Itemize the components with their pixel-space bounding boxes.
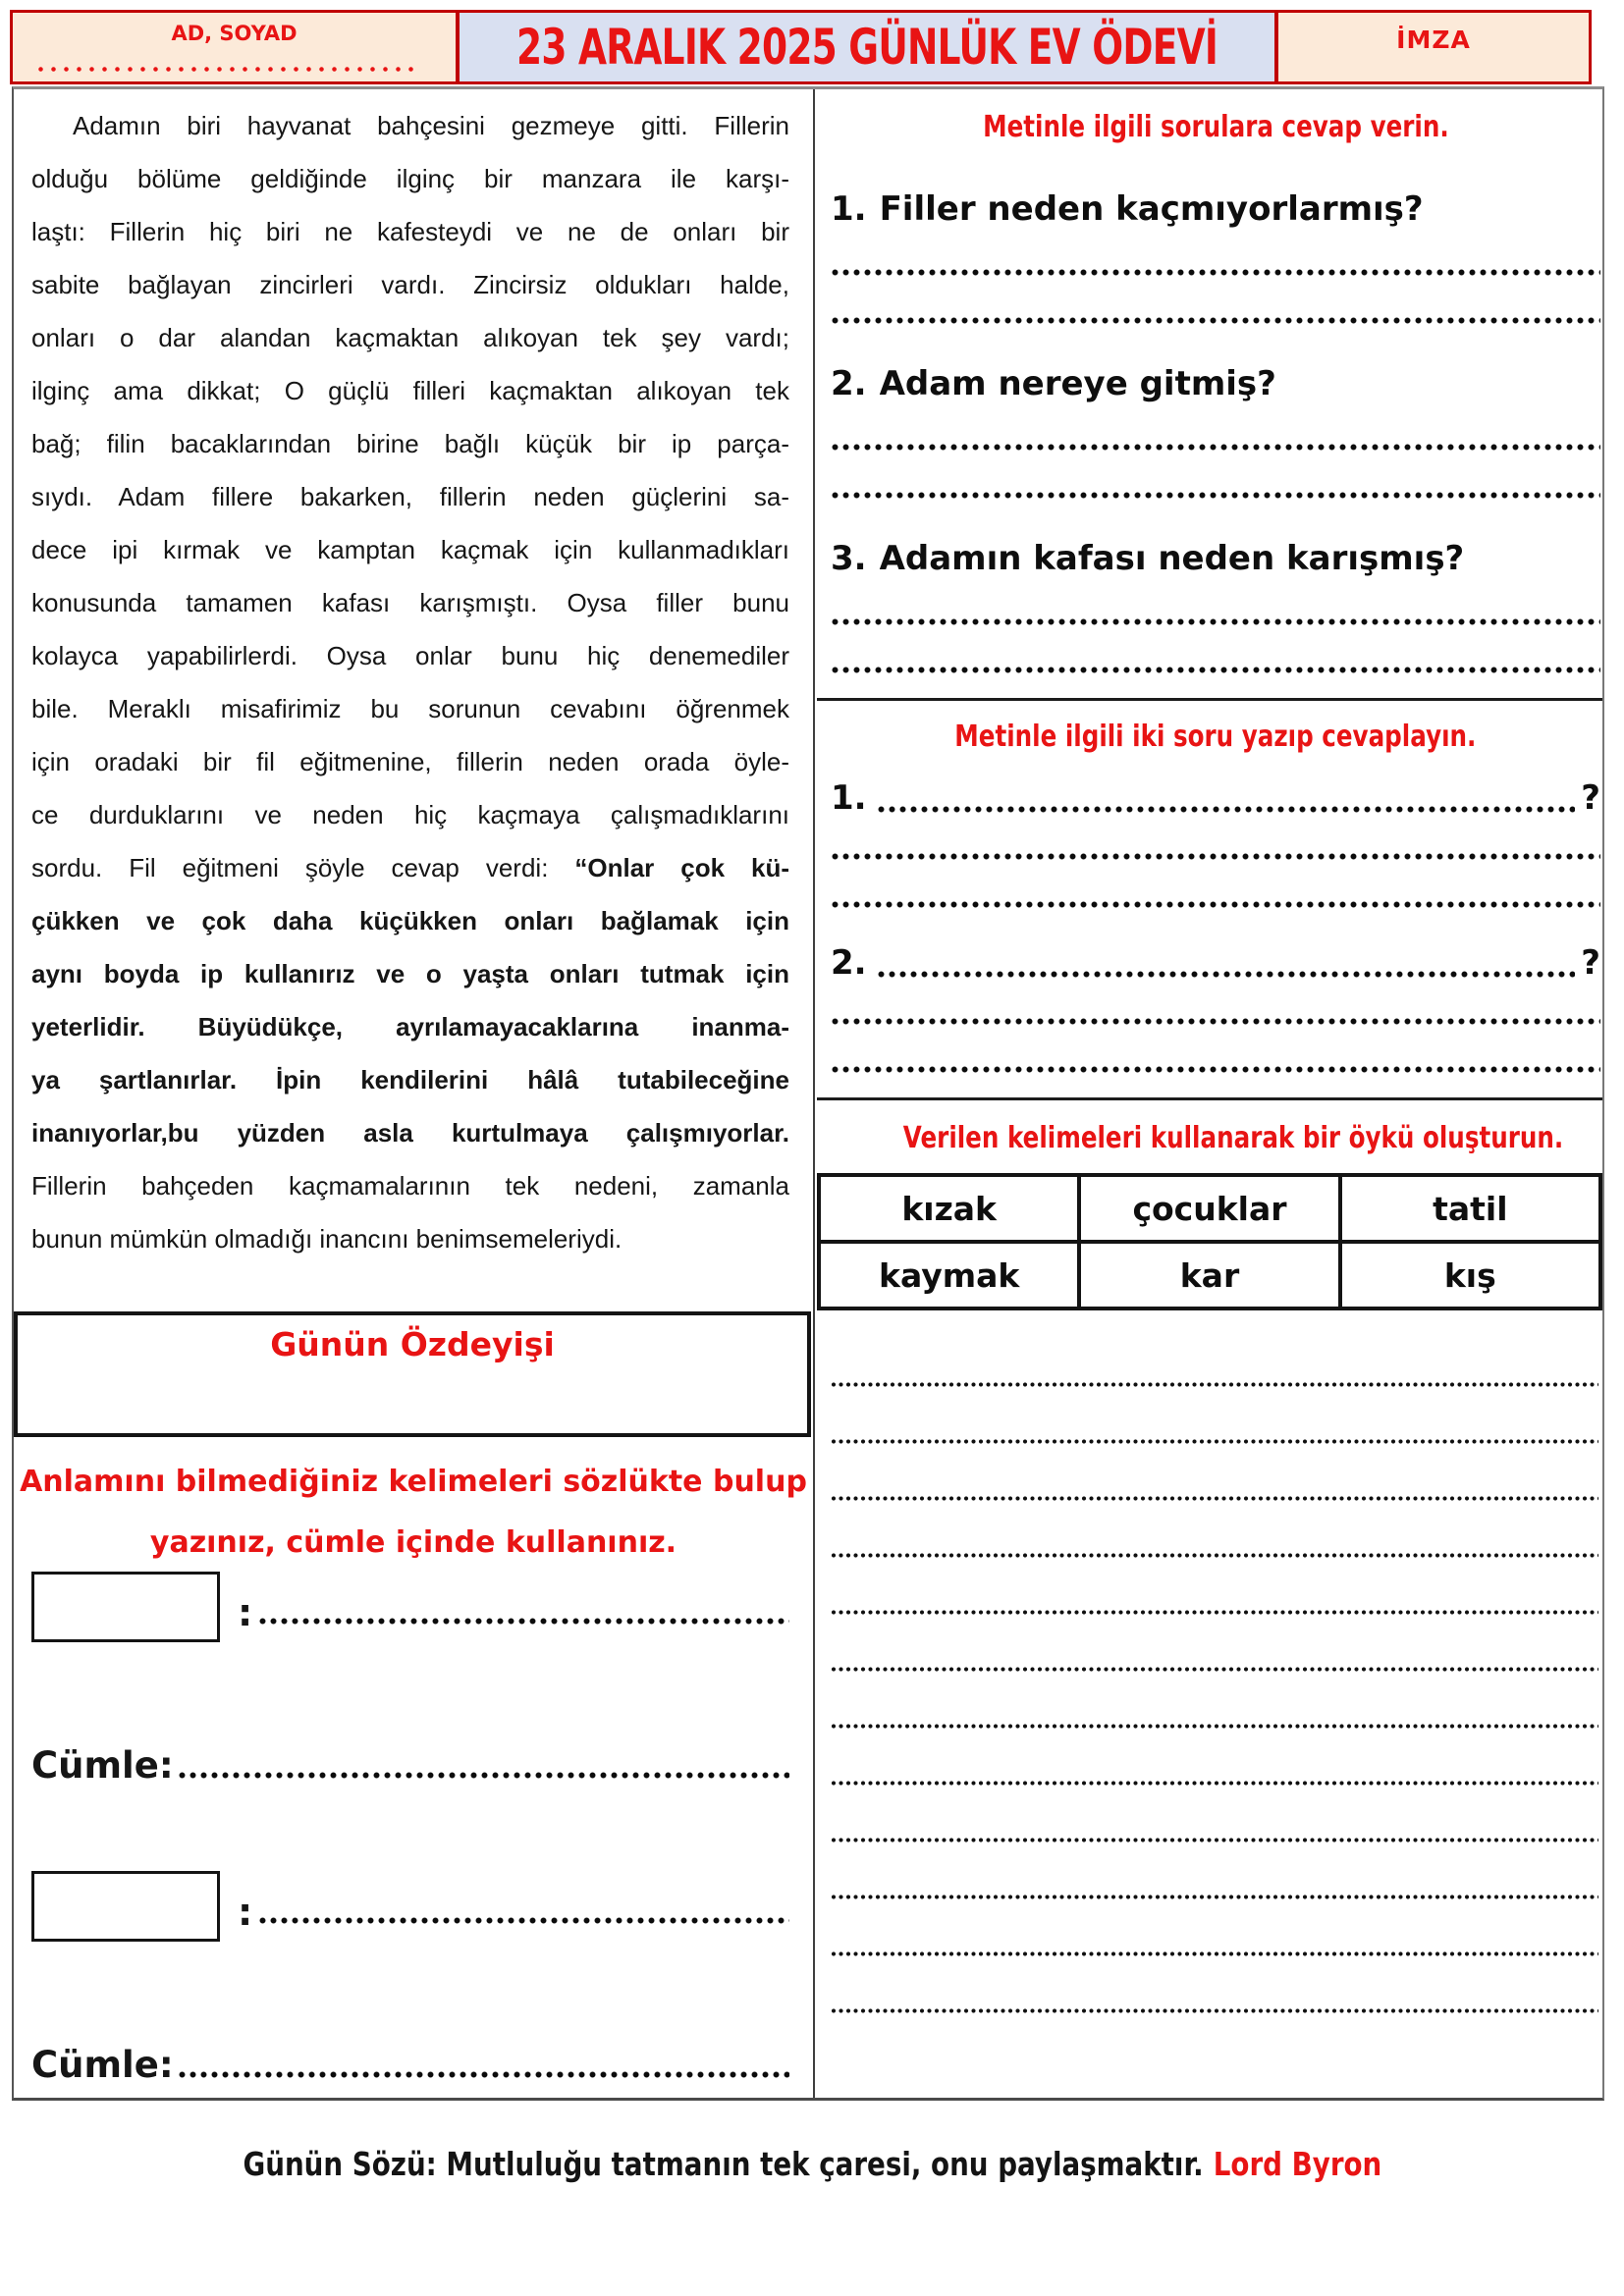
answer-dotted-line xyxy=(831,443,1600,452)
story-line-text: ce durduklarını ve neden hiç kaçmaya çalışmadıklarını xyxy=(31,800,789,829)
word-table-cell: kış xyxy=(1340,1242,1600,1308)
write-question-dotted-line xyxy=(877,805,1576,814)
question-row xyxy=(831,533,1600,584)
qa-items xyxy=(831,184,1600,674)
story-line-text: konusunda tamamen kafası karışmıştı. Oysa filler bunu xyxy=(31,588,789,617)
story-writing-line xyxy=(831,1894,1598,1900)
story-line-text: kolayca yapabilirlerdi. Oysa onlar bunu hiç denemediler xyxy=(31,641,789,670)
question-row xyxy=(831,184,1600,235)
story-line xyxy=(31,470,789,523)
story-line-text: laştı: Fillerin hiç biri ne kafesteydi ve ne de onları bir xyxy=(31,217,789,246)
story-line xyxy=(31,417,789,470)
story-line xyxy=(31,523,789,576)
story-line-bold-text: çükken ve çok daha küçükken onları bağlamak için xyxy=(31,906,789,935)
left-column xyxy=(14,89,815,2098)
write-question-items xyxy=(831,774,1600,1074)
dictionary-entry xyxy=(31,1871,789,2102)
word-table-cell: kar xyxy=(1079,1242,1339,1308)
story-writing-line xyxy=(831,1438,1598,1445)
question-number: 3. xyxy=(831,539,867,578)
word-table-row xyxy=(819,1242,1600,1308)
write-questions-title-text: Metinle ilgili iki soru yazıp cevaplayın. xyxy=(954,720,1477,754)
story-line-text: sıydı. Adam fillere bakarken, fillerin neden güçlerini sa- xyxy=(31,482,789,511)
dictionary-instruction-line2: yazınız, cümle içinde kullanınız. xyxy=(149,1525,677,1560)
story-line-text: bile. Meraklı misafirimiz bu sorunun cevabını öğrenmek xyxy=(31,694,789,723)
answer-dotted-line xyxy=(831,491,1600,500)
story-line xyxy=(31,682,789,735)
story-writing-area xyxy=(831,1381,1600,2014)
story-line-text: bunun mümkün olmadığı inancını benimsemeleriydi. xyxy=(31,1224,623,1254)
sentence-row xyxy=(31,2036,789,2087)
story-line xyxy=(31,947,789,1000)
signature-cell xyxy=(1276,10,1592,84)
word-table-cell: kızak xyxy=(819,1175,1079,1242)
answer-dotted-line xyxy=(831,666,1600,674)
story-line-text: onları o dar alandan kaçmaktan alıkoyan tek şey vardı; xyxy=(31,323,789,352)
dictionary-entry xyxy=(31,1572,789,1802)
story-writing-line xyxy=(831,1780,1598,1787)
question-mark: ? xyxy=(1581,943,1600,983)
story-line-text: Adamın biri hayvanat bahçesini gezmeye gitti. Fillerin xyxy=(73,111,789,140)
story-line-bold-text: aynı boyda ip kullanırız ve o yaşta onları tutmak için xyxy=(31,959,789,988)
story-line xyxy=(31,1053,789,1106)
definition-dotted-line xyxy=(258,1617,789,1626)
story-line-bold-text: ya şartlanırlar. İpin kendilerini hâlâ tutabileceğine xyxy=(31,1065,789,1095)
write-question-number: 1. xyxy=(831,778,867,818)
footer-quote-inner xyxy=(243,2145,1381,2183)
story-line-text: sordu. Fil eğitmeni şöyle cevap verdi: xyxy=(31,853,575,882)
sentence-dotted-line xyxy=(178,2070,789,2079)
story-writing-line xyxy=(831,2007,1598,2014)
definition-dotted-line xyxy=(258,1916,789,1925)
footer-quote-author: Lord Byron xyxy=(1213,2145,1381,2183)
story-line xyxy=(31,1000,789,1053)
footer-quote xyxy=(0,2145,1624,2183)
story-writing-line xyxy=(831,1609,1598,1616)
word-box xyxy=(31,1572,220,1642)
story-writing-line xyxy=(831,1495,1598,1502)
story-line xyxy=(31,205,789,258)
word-box xyxy=(31,1871,220,1942)
question-text: Adamın kafası neden karışmış? xyxy=(879,539,1465,578)
question-number: 1. xyxy=(831,189,867,229)
story-line xyxy=(31,311,789,364)
sentence-row xyxy=(31,1736,789,1788)
story-line xyxy=(31,364,789,417)
story-writing-line xyxy=(831,1381,1598,1388)
write-questions-title xyxy=(831,715,1600,760)
name-field-cell xyxy=(10,10,458,84)
story-line-text: bağ; filin bacaklarından birine bağlı küçük bir ip parça- xyxy=(31,429,789,458)
word-table-cell: çocuklar xyxy=(1079,1175,1339,1242)
quote-of-day-box xyxy=(14,1311,811,1437)
answer-dotted-line xyxy=(831,1017,1600,1026)
story-line xyxy=(31,894,789,947)
story-line xyxy=(31,841,789,894)
definition-row xyxy=(238,1885,789,1932)
story-line xyxy=(31,629,789,682)
write-question-number: 2. xyxy=(831,943,867,983)
word-table xyxy=(817,1173,1602,1310)
dictionary-instruction-line1: Anlamını bilmediğiniz kelimeleri sözlükte bulup xyxy=(20,1465,807,1499)
story-line xyxy=(31,1212,789,1265)
answer-dotted-line xyxy=(831,900,1600,909)
story-line xyxy=(31,788,789,841)
qa-section-title xyxy=(831,105,1600,150)
story-section-title xyxy=(831,1116,1600,1161)
answer-dotted-line xyxy=(831,852,1600,861)
sentence-label: Cümle: xyxy=(31,1744,174,1787)
sentence-label: Cümle: xyxy=(31,2044,174,2086)
question-row xyxy=(831,358,1600,409)
story-writing-line xyxy=(831,1666,1598,1673)
word-table-cell: kaymak xyxy=(819,1242,1079,1308)
footer-quote-text: Günün Sözü: Mutluluğu tatmanın tek çaresi, onu paylaşmaktır. xyxy=(243,2145,1204,2183)
dictionary-instruction xyxy=(14,1452,813,1574)
story-line-text: dece ipi kırmak ve kamptan kaçmak için kullanmadıkları xyxy=(31,535,789,564)
story-line-bold-text: inanıyorlar,bu yüzden asla kurtulmaya çalışmıyorlar. xyxy=(31,1118,789,1148)
qa-section-title-text: Metinle ilgili sorulara cevap verin. xyxy=(982,110,1449,144)
story-line xyxy=(31,1159,789,1212)
word-table-cell: tatil xyxy=(1340,1175,1600,1242)
answer-dotted-line xyxy=(831,268,1600,277)
write-question-row xyxy=(831,774,1600,823)
header xyxy=(10,10,1592,84)
story-line xyxy=(31,258,789,311)
right-column xyxy=(817,89,1602,2098)
story-line xyxy=(31,735,789,788)
content-area xyxy=(12,86,1604,2101)
sentence-dotted-line xyxy=(178,1771,789,1780)
write-question-dotted-line xyxy=(877,970,1576,979)
story-line-bold-text: “Onlar çok kü- xyxy=(574,853,789,882)
story-line xyxy=(31,1106,789,1159)
question-text: Filler neden kaçmıyorlarmış? xyxy=(879,189,1424,229)
story-line-bold-text: yeterlidir. Büyüdükçe, ayrılamayacaklarına inanma- xyxy=(31,1012,789,1041)
story-line-text: ilginç ama dikkat; O güçlü filleri kaçmaktan alıkoyan tek xyxy=(31,376,789,405)
page-title: 23 ARALIK 2025 GÜNLÜK EV ÖDEVİ xyxy=(515,19,1218,76)
story-line-text: olduğu bölüme geldiğinde ilginç bir manzara ile karşı- xyxy=(31,164,789,193)
signature-label: İMZA xyxy=(1396,26,1471,54)
story-writing-line xyxy=(831,1950,1598,1957)
answer-dotted-line xyxy=(831,1065,1600,1074)
question-number: 2. xyxy=(831,364,867,403)
story-section-title-text: Verilen kelimeleri kullanarak bir öykü oluşturun. xyxy=(902,1121,1564,1155)
question-mark: ? xyxy=(1581,778,1600,818)
story-line xyxy=(31,576,789,629)
name-dotted-line xyxy=(37,66,415,73)
write-question-row xyxy=(831,938,1600,988)
story-line-text: Fillerin bahçeden kaçmamalarının tek nedeni, zamanla xyxy=(31,1171,789,1201)
story-writing-line xyxy=(831,1837,1598,1843)
section-divider-2 xyxy=(817,1097,1602,1100)
story-writing-line xyxy=(831,1723,1598,1730)
colon-label: : xyxy=(238,1591,253,1634)
colon-label: : xyxy=(238,1891,253,1934)
story-writing-line xyxy=(831,1552,1598,1559)
reading-text xyxy=(31,99,789,1265)
story-line-text: sabite bağlayan zincirleri vardı. Zincirsiz oldukları halde, xyxy=(31,270,789,299)
answer-dotted-line xyxy=(831,316,1600,325)
title-cell xyxy=(458,10,1276,84)
story-line xyxy=(31,99,789,152)
section-divider-1 xyxy=(817,698,1602,701)
word-table-row xyxy=(819,1175,1600,1242)
story-line-text: için oradaki bir fil eğitmenine, fillerin neden orada öyle- xyxy=(31,747,789,776)
quote-of-day-title: Günün Özdeyişi xyxy=(270,1325,555,1363)
answer-dotted-line xyxy=(831,617,1600,626)
story-line xyxy=(31,152,789,205)
definition-row xyxy=(238,1585,789,1632)
question-text: Adam nereye gitmiş? xyxy=(879,364,1276,403)
name-label: AD, SOYAD xyxy=(171,22,298,45)
